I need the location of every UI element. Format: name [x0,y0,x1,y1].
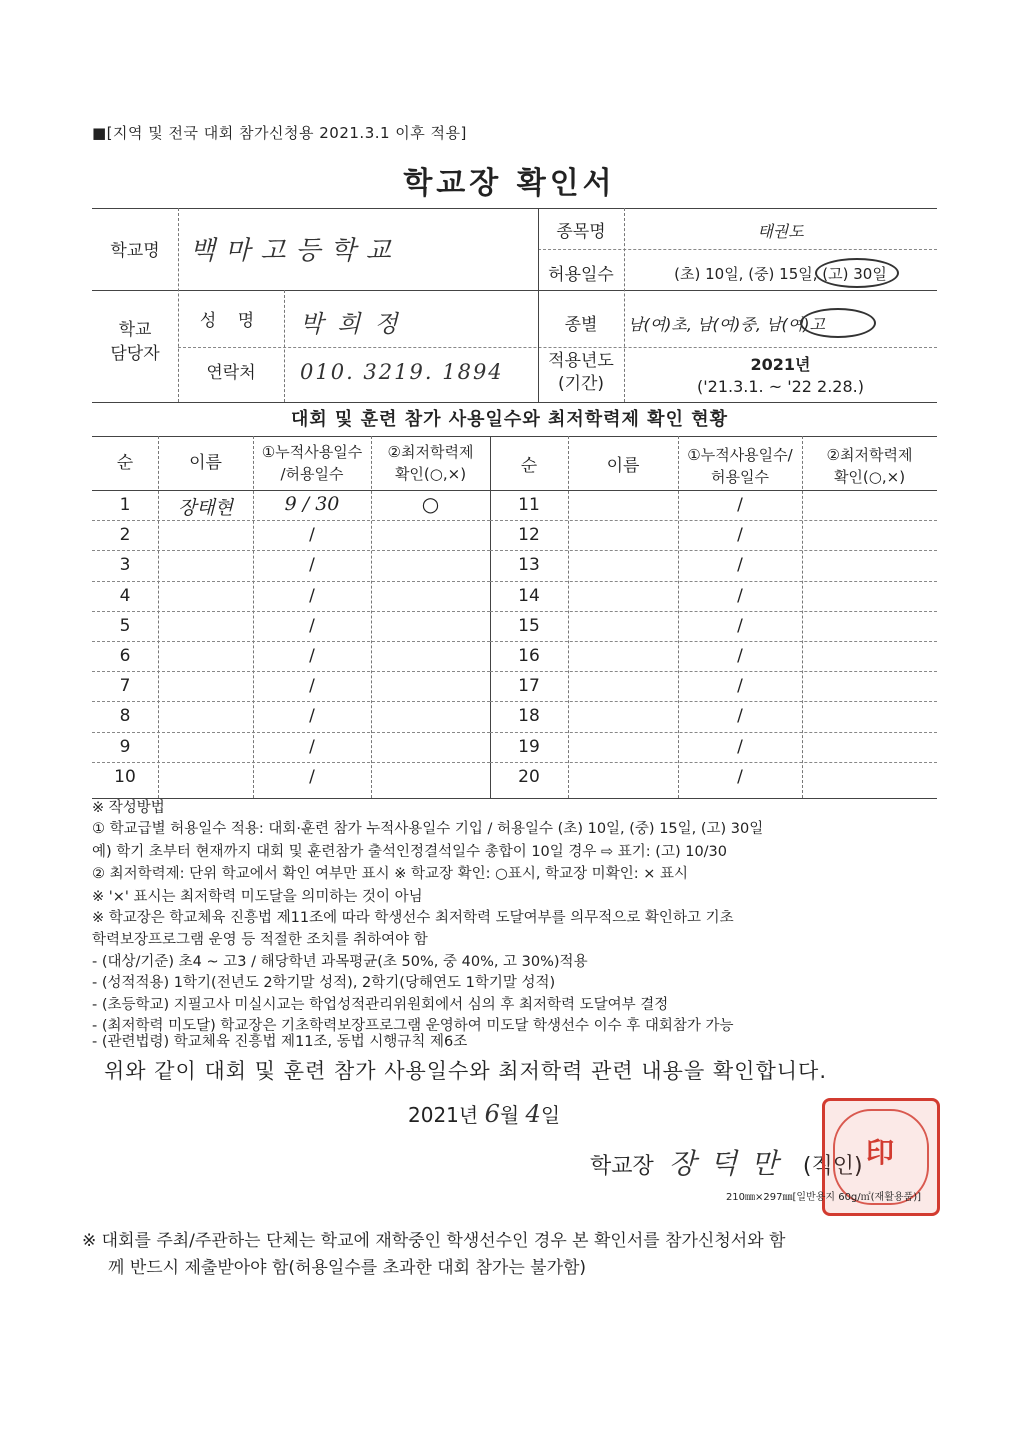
footer-line-2: 께 반드시 제출받아야 함(허용일수를 초과한 대회 참가는 불가함) [108,1258,587,1278]
row-number-right: 17 [518,676,540,697]
event-value: 태권도 [757,222,804,241]
row-number-left: 3 [119,555,131,576]
section-title: 대회 및 훈련 참가 사용일수와 최저학력제 확인 현황 [290,409,728,430]
date-day-suffix: 일 [540,1103,561,1127]
manager-label: 학교 담당자 [110,320,160,364]
row-number-right: 20 [518,766,540,787]
notes-heading: ※ 작성방법 [92,800,165,816]
used-days-slash-right: / [737,585,743,606]
official-seal-stamp: 印 [822,1098,940,1216]
signature-date [408,1099,560,1128]
footer-line-1: ※ 대회를 주최/주관하는 단체는 학교에 재학중인 학생선수인 경우 본 확인서를 참가신청서와 함 [82,1231,786,1251]
used-days-slash-right: / [737,706,743,727]
school-label: 학교명 [110,241,160,261]
date-year: 2021년 [408,1103,479,1127]
row-number-left: 7 [119,676,131,697]
col-name-right: 이름 [606,456,640,476]
note-line: 학력보장프로그램 운영 등 적절한 조치를 취하여야 함 [92,932,428,948]
row-number-right: 11 [518,495,540,515]
col-days-right: ①누적사용일수/ 허용일수 [687,446,793,486]
seal-note: (직인) [802,1154,863,1179]
row-number-right: 14 [518,585,540,606]
paper-size-note: 210㎜×297㎜[일반용지 60g/㎡(재활용품)] [725,1192,921,1203]
gender-label: 종별 [564,315,598,335]
used-days-slash-right: / [737,676,743,697]
gender-value: 남(여)초, 남(여)중, 남(여)고 [628,315,825,334]
note-line: ① 학교급별 허용일수 적용: 대회·훈련 참가 누적사용일수 기입 / 허용일수 (초) 10일, (중) 15일, (고) 30일 [92,821,764,837]
row-number-right: 18 [518,706,540,727]
col-name-left: 이름 [189,453,222,473]
used-days-slash-left: / [309,555,315,576]
year-value: 2021년 [750,355,811,374]
note-line: - (최저학력 미도달) 학교장은 기초학력보장프로그램 운영하여 미도달 학생선수 이수 후 대회참가 가능 [92,1018,734,1034]
used-days-slash-left: / [309,585,315,606]
achievement-check-left: ○ [421,492,440,516]
row-number-left: 9 [119,736,131,757]
note-line: ② 최저학력제: 단위 학교에서 확인 여부만 표시 ※ 학교장 확인: ○표시, 학교장 미확인: × 표시 [92,866,688,882]
used-days-slash-right: / [737,646,743,666]
used-days-slash-right: / [737,555,743,576]
col-no-right: 순 [520,456,538,476]
row-number-left: 4 [119,585,131,606]
col-no-left: 순 [116,453,134,473]
note-line: - (관련법령) 학교체육 진흥법 제11조, 동법 시행규칙 제6조 [92,1034,468,1050]
row-number-right: 16 [518,646,540,666]
col-days-left: ①누적사용일수 /허용일수 [261,443,363,483]
note-line: ※ '×' 표시는 최저학력 미도달을 의미하는 것이 아님 [92,889,423,905]
date-day: 4 [525,1100,541,1128]
form-scope-note: ■[지역 및 전국 대회 참가신청용 2021.3.1 이후 적용] [92,124,467,142]
row-number-left: 8 [119,706,131,727]
used-days-slash-left: / [309,646,315,666]
principal-title: 학교장 [590,1154,654,1179]
used-days-slash-left: / [309,525,315,546]
date-month-suffix: 월 [499,1103,520,1127]
used-days-slash-left: / [309,766,315,787]
note-line: 예) 학기 초부터 현재까지 대회 및 훈련참가 출석인정결석일수 총합이 10일 경우 ⇨ 표기: (고) 10/30 [92,844,728,860]
student-name-left: 장태현 [177,497,234,519]
row-number-right: 15 [518,615,540,636]
school-value: 백마고등학교 [190,236,401,266]
row-number-left: 5 [119,615,131,636]
confirmation-statement: 위와 같이 대회 및 훈련 참가 사용일수와 최저학력 관련 내용을 확인합니다. [104,1059,828,1083]
event-label: 종목명 [556,222,606,242]
used-days-slash-left: / [309,736,315,757]
period-value: ('21.3.1. ~ '22 2.28.) [697,377,864,396]
note-line: - (초등학교) 지필고사 미실시교는 학업성적관리위원회에서 심의 후 최저학력 도달여부 결정 [92,997,669,1013]
name-value: 박희정 [300,310,412,338]
note-line: ※ 학교장은 학교체육 진흥법 제11조에 따라 학생선수 최저학력 도달여부를 의무적으로 확인하고 기초 [92,910,734,926]
used-days-slash-left: / [309,706,315,727]
name-label: 성 명 [199,311,263,331]
contact-value: 010. 3219. 1894 [300,360,504,384]
date-month: 6 [484,1100,500,1128]
note-line: - (대상/기준) 초4 ~ 고3 / 해당학년 과목평균(초 50%, 중 40%, 고 30%)적용 [92,954,588,970]
used-days-slash-right: / [737,766,743,787]
row-number-right: 12 [518,525,540,546]
principal-name: 장덕만 [668,1147,792,1180]
row-number-left: 1 [119,495,131,515]
row-number-right: 13 [518,555,540,576]
used-days-slash-right: / [737,525,743,546]
female-high-circle-mark [800,308,876,338]
used-days-slash-right: / [737,615,743,636]
allowed-days-value: (초) 10일, (중) 15일, (고) 30일 [674,265,887,283]
row-number-left: 2 [119,525,131,546]
used-days-slash-right: / [737,495,743,515]
col-check-left: ②최저학력제 확인(○,×) [387,443,474,483]
col-check-right: ②최저학력제 확인(○,×) [826,446,913,486]
row-number-left: 6 [119,646,131,666]
allowed-days-label: 허용일수 [548,265,614,285]
year-label: 적용년도 (기간) [548,351,614,394]
used-days-slash-left: / [309,615,315,636]
high-school-circle-mark [815,258,899,288]
contact-label: 연락처 [206,363,256,383]
used-days-left: 9 / 30 [284,493,340,515]
note-line: - (성적적용) 1학기(전년도 2학기말 성적), 2학기(당해연도 1학기말 성적) [92,975,556,991]
document-title: 학교장 확인서 [403,166,616,201]
row-number-left: 10 [114,766,136,787]
row-number-right: 19 [518,736,540,757]
used-days-slash-left: / [309,676,315,697]
used-days-slash-right: / [737,736,743,757]
